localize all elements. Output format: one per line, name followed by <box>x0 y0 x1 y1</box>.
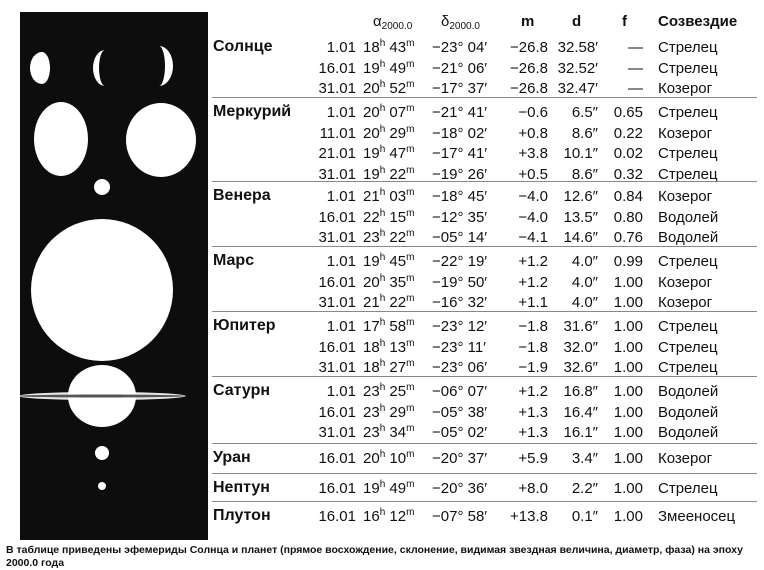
diameter-cell: 4.0″ <box>571 253 598 270</box>
magnitude-cell: −4.0 <box>518 188 548 205</box>
ra-cell: 21$^h$ 03$^m$ <box>363 187 415 205</box>
diameter-cell: 6.5″ <box>571 104 598 121</box>
constellation-cell: Стрелец <box>658 318 718 335</box>
constellation-cell: Козерог <box>658 80 713 97</box>
phase-cell: 0.80 <box>613 208 643 226</box>
diameter-cell: 32.0″ <box>563 338 598 356</box>
diameter-cell: 14.6″ <box>563 229 598 246</box>
ra-cell: 20$^h$ 29$^m$ <box>363 123 415 142</box>
phase-cell: 0.84 <box>613 188 643 205</box>
magnitude-cell: +1.2 <box>518 383 548 400</box>
phase-cell: 0.99 <box>613 253 643 270</box>
dec-cell: −21° 41′ <box>432 104 488 121</box>
ra-cell: 20$^h$ 35$^m$ <box>363 272 415 291</box>
constellation-cell: Стрелец <box>658 59 718 77</box>
date-cell: 31.01 <box>318 424 356 441</box>
ra-cell: 18$^h$ 43$^m$ <box>363 38 415 56</box>
magnitude-cell: +3.8 <box>518 145 548 162</box>
magnitude-cell: +1.3 <box>518 403 548 421</box>
dec-cell: −05° 02′ <box>432 424 488 441</box>
planet-name: Юпитер <box>213 317 276 334</box>
constellation-cell: Стрелец <box>658 165 718 183</box>
ra-cell: 23$^h$ 22$^m$ <box>363 228 415 246</box>
dec-cell: −07° 58′ <box>432 508 488 525</box>
planet-name: Нептун <box>213 479 270 496</box>
dec-cell: −18° 02′ <box>432 124 488 142</box>
constellation-cell: Водолей <box>658 229 719 246</box>
diameter-cell: 4.0″ <box>571 273 598 291</box>
ra-cell: 19$^h$ 22$^m$ <box>363 164 415 183</box>
constellation-cell: Козерог <box>658 294 713 311</box>
constellation-cell: Стрелец <box>658 359 718 376</box>
phase-cell: — <box>628 59 643 77</box>
ra-cell: 21$^h$ 22$^m$ <box>363 293 415 311</box>
dec-cell: −18° 45′ <box>432 188 488 205</box>
dec-cell: −17° 41′ <box>432 145 488 162</box>
planet-name: Марс <box>213 252 255 269</box>
constellation-cell: Водолей <box>658 403 719 421</box>
magnitude-cell: +13.8 <box>510 508 548 525</box>
constellation-cell: Стрелец <box>658 480 718 497</box>
diameter-cell: 3.4″ <box>571 450 598 467</box>
ra-cell: 18$^h$ 27$^m$ <box>363 358 415 376</box>
diameter-cell: 32.6″ <box>563 359 598 376</box>
date-cell: 1.01 <box>326 39 356 56</box>
ra-cell: 19$^h$ 45$^m$ <box>363 252 415 270</box>
magnitude-cell: +0.5 <box>518 165 548 183</box>
date-cell: 16.01 <box>318 508 356 525</box>
phase-cell: 0.02 <box>613 145 643 162</box>
date-cell: 1.01 <box>326 253 356 270</box>
diameter-cell: 16.8″ <box>563 383 598 400</box>
ra-cell: 20$^h$ 52$^m$ <box>363 79 415 97</box>
date-cell: 16.01 <box>318 59 356 77</box>
constellation-cell: Стрелец <box>658 104 718 121</box>
constellation-cell: Козерог <box>658 273 713 291</box>
diameter-cell: 10.1″ <box>563 145 598 162</box>
dec-cell: −05° 14′ <box>432 229 488 246</box>
date-cell: 16.01 <box>318 403 356 421</box>
ra-cell: 18$^h$ 13$^m$ <box>363 337 415 356</box>
dec-cell: −17° 37′ <box>432 80 488 97</box>
date-cell: 16.01 <box>318 450 356 467</box>
header-phase: f <box>622 13 627 30</box>
magnitude-cell: −26.8 <box>510 59 548 77</box>
diameter-cell: 13.5″ <box>563 208 598 226</box>
planet-name: Меркурий <box>213 103 292 120</box>
dec-cell: −12° 35′ <box>432 208 488 226</box>
date-cell: 16.01 <box>318 208 356 226</box>
date-cell: 16.01 <box>318 480 356 497</box>
planet-name: Венера <box>213 187 271 204</box>
dec-cell: −19° 50′ <box>432 273 488 291</box>
constellation-cell: Стрелец <box>658 338 718 356</box>
constellation-cell: Козерог <box>658 124 713 142</box>
group-separator <box>212 473 757 474</box>
magnitude-cell: −4.1 <box>518 229 548 246</box>
diameter-cell: 32.47′ <box>557 80 598 97</box>
date-cell: 1.01 <box>326 104 356 121</box>
date-cell: 31.01 <box>318 359 356 376</box>
ra-cell: 23$^h$ 25$^m$ <box>363 382 415 400</box>
diameter-cell: 32.52′ <box>557 59 598 77</box>
constellation-cell: Водолей <box>658 424 719 441</box>
ra-cell: 23$^h$ 29$^m$ <box>363 402 415 421</box>
group-separator <box>212 443 757 444</box>
dec-cell: −05° 38′ <box>432 403 488 421</box>
group-separator <box>212 181 757 182</box>
diameter-cell: 4.0″ <box>571 294 598 311</box>
planet-name: Солнце <box>213 38 273 55</box>
header-diameter: d <box>572 13 582 30</box>
magnitude-cell: −4.0 <box>518 208 548 226</box>
ra-cell: 17$^h$ 58$^m$ <box>363 317 415 335</box>
constellation-cell: Водолей <box>658 383 719 400</box>
dec-cell: −20° 37′ <box>432 450 488 467</box>
diameter-cell: 31.6″ <box>563 318 598 335</box>
ra-cell: 23$^h$ 34$^m$ <box>363 423 415 441</box>
date-cell: 31.01 <box>318 165 356 183</box>
diameter-cell: 32.58′ <box>557 39 598 56</box>
phase-cell: 0.76 <box>613 229 643 246</box>
phase-cell: 1.00 <box>613 480 643 497</box>
phase-cell: — <box>628 39 643 56</box>
magnitude-cell: −26.8 <box>510 80 548 97</box>
group-separator <box>212 246 757 247</box>
dec-cell: −20° 36′ <box>432 480 488 497</box>
phase-cell: 0.22 <box>613 124 643 142</box>
magnitude-cell: +1.2 <box>518 253 548 270</box>
phase-cell: 1.00 <box>613 294 643 311</box>
diameter-cell: 16.4″ <box>563 403 598 421</box>
group-separator <box>212 501 757 502</box>
constellation-cell: Водолей <box>658 208 719 226</box>
planet-name: Сатурн <box>213 382 271 399</box>
dec-cell: −06° 07′ <box>432 383 488 400</box>
diameter-cell: 16.1″ <box>563 424 598 441</box>
group-separator <box>212 97 757 98</box>
planet-name: Плутон <box>213 507 271 524</box>
phase-cell: 1.00 <box>613 424 643 441</box>
date-cell: 1.01 <box>326 188 356 205</box>
phase-cell: 0.32 <box>613 165 643 183</box>
date-cell: 1.01 <box>326 383 356 400</box>
diameter-cell: 8.6″ <box>571 124 598 142</box>
constellation-cell: Стрелец <box>658 253 718 270</box>
group-separator <box>212 376 757 377</box>
phase-cell: 1.00 <box>613 403 643 421</box>
ra-cell: 16$^h$ 12$^m$ <box>363 507 415 525</box>
planet-name: Уран <box>213 449 251 466</box>
date-cell: 11.01 <box>319 124 356 142</box>
dec-cell: −16° 32′ <box>432 294 488 311</box>
magnitude-cell: +1.3 <box>518 424 548 441</box>
date-cell: 16.01 <box>318 273 356 291</box>
dec-cell: −23° 11′ <box>432 338 486 356</box>
constellation-cell: Козерог <box>658 450 713 467</box>
magnitude-cell: −26.8 <box>510 39 548 56</box>
table-caption: В таблице приведены эфемериды Солнца и планет (прямое восхождение, склонение, видимая звездная величина, диаметр, фаза) на эпоху 2000.0 года <box>6 544 743 569</box>
magnitude-cell: +0.8 <box>518 124 548 142</box>
phase-cell: 1.00 <box>613 450 643 467</box>
dec-cell: −23° 12′ <box>432 318 488 335</box>
ra-cell: 19$^h$ 49$^m$ <box>363 479 415 497</box>
constellation-cell: Стрелец <box>658 145 718 162</box>
phase-cell: — <box>628 80 643 97</box>
date-cell: 31.01 <box>318 229 356 246</box>
constellation-cell: Стрелец <box>658 39 718 56</box>
magnitude-cell: −0.6 <box>518 104 548 121</box>
magnitude-cell: −1.9 <box>518 359 548 376</box>
group-separator <box>212 311 757 312</box>
phase-cell: 1.00 <box>613 508 643 525</box>
header-constellation: Созвездие <box>658 13 738 30</box>
dec-cell: −23° 04′ <box>432 39 488 56</box>
dec-cell: −22° 19′ <box>432 253 488 270</box>
ra-cell: 20$^h$ 10$^m$ <box>363 449 415 467</box>
phase-cell: 1.00 <box>613 383 643 400</box>
ra-cell: 19$^h$ 47$^m$ <box>363 144 415 162</box>
date-cell: 1.01 <box>326 318 356 335</box>
phase-cell: 1.00 <box>613 318 643 335</box>
header-magnitude: m <box>521 13 535 30</box>
phase-cell: 1.00 <box>613 338 643 356</box>
magnitude-cell: −1.8 <box>518 338 548 356</box>
dec-cell: −19° 26′ <box>432 165 488 183</box>
diameter-cell: 12.6″ <box>563 188 598 205</box>
header-delta: $\delta_{2000.0}$ <box>441 13 480 32</box>
date-cell: 16.01 <box>318 338 356 356</box>
date-cell: 31.01 <box>318 294 356 311</box>
magnitude-cell: +5.9 <box>518 450 548 467</box>
ra-cell: 22$^h$ 15$^m$ <box>363 207 415 226</box>
constellation-cell: Змееносец <box>658 508 736 525</box>
phase-cell: 0.65 <box>613 104 643 121</box>
diameter-cell: 2.2″ <box>571 480 598 497</box>
dec-cell: −23° 06′ <box>432 359 488 376</box>
magnitude-cell: +1.2 <box>518 273 548 291</box>
ra-cell: 19$^h$ 49$^m$ <box>363 58 415 77</box>
dec-cell: −21° 06′ <box>432 59 488 77</box>
constellation-cell: Козерог <box>658 188 713 205</box>
date-cell: 31.01 <box>318 80 356 97</box>
diameter-cell: 8.6″ <box>571 165 598 183</box>
date-cell: 21.01 <box>318 145 356 162</box>
phase-cell: 1.00 <box>613 273 643 291</box>
magnitude-cell: +1.1 <box>518 294 548 311</box>
ra-cell: 20$^h$ 07$^m$ <box>363 103 415 121</box>
header-alpha: $\alpha_{2000.0}$ <box>373 13 413 32</box>
phase-cell: 1.00 <box>613 359 643 376</box>
magnitude-cell: +8.0 <box>518 480 548 497</box>
magnitude-cell: −1.8 <box>518 318 548 335</box>
diameter-cell: 0.1″ <box>571 508 598 525</box>
